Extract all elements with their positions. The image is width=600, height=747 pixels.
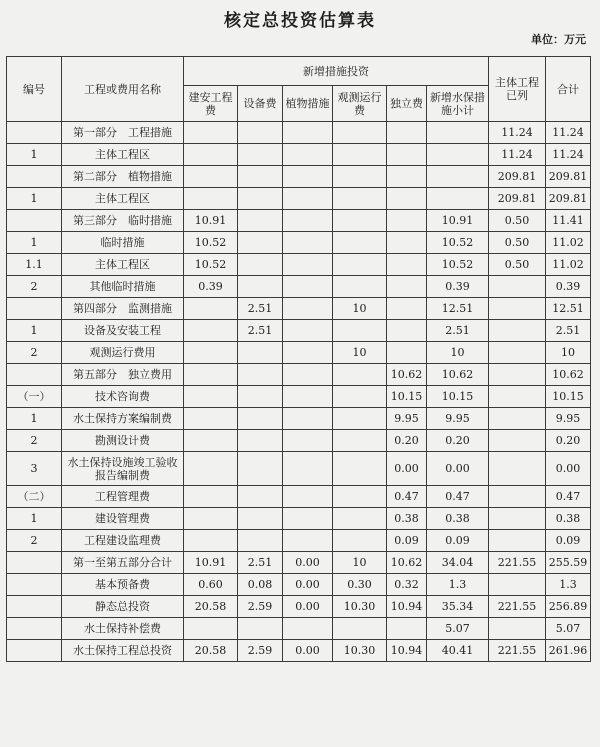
cell-equipment (238, 530, 283, 552)
cell-independent (387, 320, 427, 342)
cell-equipment (238, 210, 283, 232)
cell-monitoring (333, 408, 387, 430)
cell-equipment (238, 144, 283, 166)
cell-monitoring: 10.30 (333, 640, 387, 662)
cell-total: 255.59 (546, 552, 591, 574)
cell-monitoring (333, 486, 387, 508)
cell-construction (184, 320, 238, 342)
cell-construction (184, 364, 238, 386)
cell-equipment (238, 618, 283, 640)
cell-subtotal: 40.41 (427, 640, 489, 662)
cell-independent (387, 232, 427, 254)
cell-construction (184, 188, 238, 210)
cell-plant (283, 342, 333, 364)
cell-plant (283, 320, 333, 342)
header-equipment-cost: 设备费 (238, 86, 283, 122)
cell-construction (184, 430, 238, 452)
cell-main-listed: 0.50 (489, 254, 546, 276)
cell-subtotal: 12.51 (427, 298, 489, 320)
cell-equipment (238, 364, 283, 386)
cell-subtotal (427, 188, 489, 210)
table-row (7, 188, 591, 210)
cell-equipment (238, 188, 283, 210)
table-row (7, 232, 591, 254)
cell-construction: 0.39 (184, 276, 238, 298)
cell-plant: 0.00 (283, 640, 333, 662)
cell-monitoring (333, 254, 387, 276)
table-row (7, 430, 591, 452)
cell-monitoring (333, 508, 387, 530)
cell-monitoring: 10 (333, 342, 387, 364)
cell-name: 静态总投资 (62, 596, 184, 618)
cell-total: 209.81 (546, 166, 591, 188)
cell-independent (387, 276, 427, 298)
cell-independent (387, 188, 427, 210)
cell-no: 1.1 (7, 254, 62, 276)
cell-plant (283, 386, 333, 408)
cell-main-listed: 221.55 (489, 552, 546, 574)
cell-total: 11.02 (546, 254, 591, 276)
header-monitoring-cost: 观测运行费 (333, 86, 387, 122)
cell-subtotal: 0.20 (427, 430, 489, 452)
cell-subtotal: 10 (427, 342, 489, 364)
cell-name: 第一至第五部分合计 (62, 552, 184, 574)
cell-name: 主体工程区 (62, 188, 184, 210)
cell-monitoring: 10 (333, 298, 387, 320)
cell-construction (184, 342, 238, 364)
cell-construction: 10.52 (184, 232, 238, 254)
cell-plant (283, 254, 333, 276)
cell-monitoring (333, 364, 387, 386)
table-body (7, 122, 591, 662)
cell-equipment (238, 508, 283, 530)
table-row (7, 320, 591, 342)
cell-construction (184, 618, 238, 640)
table-row (7, 618, 591, 640)
cell-no (7, 364, 62, 386)
cell-construction: 20.58 (184, 596, 238, 618)
cell-total: 10.62 (546, 364, 591, 386)
cell-subtotal: 10.15 (427, 386, 489, 408)
cell-main-listed (489, 342, 546, 364)
cell-plant (283, 364, 333, 386)
cell-monitoring (333, 188, 387, 210)
table-row (7, 574, 591, 596)
cell-no (7, 596, 62, 618)
cell-construction (184, 166, 238, 188)
cell-monitoring: 10 (333, 552, 387, 574)
header-main-project-listed: 主体工程已列 (489, 57, 546, 122)
cell-total: 11.24 (546, 144, 591, 166)
cell-plant (283, 210, 333, 232)
cell-name: 水土保持工程总投资 (62, 640, 184, 662)
cell-total: 0.09 (546, 530, 591, 552)
cell-subtotal: 2.51 (427, 320, 489, 342)
table-row (7, 298, 591, 320)
cell-construction (184, 508, 238, 530)
table-row (7, 640, 591, 662)
cell-no: 3 (7, 452, 62, 486)
header-total: 合计 (546, 57, 591, 122)
cell-main-listed (489, 386, 546, 408)
cell-no (7, 166, 62, 188)
cell-equipment: 2.59 (238, 640, 283, 662)
cell-monitoring (333, 122, 387, 144)
cell-equipment (238, 122, 283, 144)
header-no: 编号 (7, 57, 62, 122)
cell-no: 2 (7, 430, 62, 452)
table-row (7, 254, 591, 276)
cell-plant (283, 188, 333, 210)
cell-construction: 10.91 (184, 210, 238, 232)
cell-plant (283, 144, 333, 166)
cell-monitoring (333, 232, 387, 254)
cell-construction (184, 408, 238, 430)
cell-name: 工程建设监理费 (62, 530, 184, 552)
cell-total: 0.39 (546, 276, 591, 298)
cell-no (7, 122, 62, 144)
cell-name: 水土保持设施竣工验收报告编制费 (62, 452, 184, 486)
cell-independent: 10.62 (387, 552, 427, 574)
cell-no: 1 (7, 232, 62, 254)
cell-independent (387, 122, 427, 144)
cell-independent: 0.32 (387, 574, 427, 596)
cell-total: 11.24 (546, 122, 591, 144)
cell-independent (387, 166, 427, 188)
cell-main-listed: 11.24 (489, 144, 546, 166)
cell-independent: 10.15 (387, 386, 427, 408)
cell-name: 观测运行费用 (62, 342, 184, 364)
cell-name: 第三部分 临时措施 (62, 210, 184, 232)
cell-independent (387, 342, 427, 364)
header-new-measures-group: 新增措施投资 (184, 57, 489, 86)
cell-equipment: 2.51 (238, 552, 283, 574)
cell-independent: 0.20 (387, 430, 427, 452)
table-row (7, 552, 591, 574)
cell-name: 第二部分 植物措施 (62, 166, 184, 188)
cell-construction (184, 452, 238, 486)
cell-construction (184, 122, 238, 144)
cell-total: 0.20 (546, 430, 591, 452)
cell-subtotal (427, 166, 489, 188)
cell-name: 建设管理费 (62, 508, 184, 530)
cell-subtotal: 1.3 (427, 574, 489, 596)
table-row (7, 530, 591, 552)
cell-independent: 0.09 (387, 530, 427, 552)
cell-equipment (238, 408, 283, 430)
cell-equipment (238, 166, 283, 188)
cell-independent: 10.94 (387, 640, 427, 662)
cell-subtotal: 0.38 (427, 508, 489, 530)
cell-total: 256.89 (546, 596, 591, 618)
cell-construction: 10.52 (184, 254, 238, 276)
cell-equipment: 2.51 (238, 298, 283, 320)
table-row (7, 408, 591, 430)
cell-construction (184, 386, 238, 408)
table-row (7, 210, 591, 232)
header-plant-measures: 植物措施 (283, 86, 333, 122)
cell-subtotal: 0.00 (427, 452, 489, 486)
cell-no (7, 210, 62, 232)
cell-main-listed (489, 408, 546, 430)
cell-plant (283, 618, 333, 640)
cell-subtotal: 34.04 (427, 552, 489, 574)
cell-no (7, 574, 62, 596)
header-independent-cost: 独立费 (387, 86, 427, 122)
cell-name: 其他临时措施 (62, 276, 184, 298)
cell-construction (184, 298, 238, 320)
cell-independent: 0.47 (387, 486, 427, 508)
cell-total: 5.07 (546, 618, 591, 640)
cell-name: 工程管理费 (62, 486, 184, 508)
cell-total: 10 (546, 342, 591, 364)
cell-independent: 0.38 (387, 508, 427, 530)
cell-no: 2 (7, 276, 62, 298)
cell-main-listed (489, 320, 546, 342)
header-subtotal: 新增水保措施小计 (427, 86, 489, 122)
cell-equipment (238, 430, 283, 452)
cell-no: 1 (7, 408, 62, 430)
unit-label: 单位：万元 (531, 33, 586, 46)
cell-no (7, 552, 62, 574)
cell-main-listed (489, 298, 546, 320)
cell-total: 0.38 (546, 508, 591, 530)
cell-monitoring: 0.30 (333, 574, 387, 596)
cell-plant (283, 232, 333, 254)
cell-equipment (238, 386, 283, 408)
table-row (7, 596, 591, 618)
cell-equipment (238, 232, 283, 254)
header-construction-cost: 建安工程费 (184, 86, 238, 122)
cell-subtotal: 10.52 (427, 232, 489, 254)
cell-total: 11.02 (546, 232, 591, 254)
cell-monitoring (333, 276, 387, 298)
cell-equipment (238, 276, 283, 298)
cell-total: 2.51 (546, 320, 591, 342)
cell-plant (283, 430, 333, 452)
cell-plant (283, 530, 333, 552)
cell-subtotal: 10.91 (427, 210, 489, 232)
cell-main-listed: 11.24 (489, 122, 546, 144)
cell-monitoring (333, 166, 387, 188)
cell-main-listed (489, 574, 546, 596)
cell-monitoring: 10.30 (333, 596, 387, 618)
cell-subtotal: 35.34 (427, 596, 489, 618)
table-row (7, 276, 591, 298)
cell-no: （二） (7, 486, 62, 508)
cell-name: 技术咨询费 (62, 386, 184, 408)
cell-plant (283, 166, 333, 188)
cell-total: 209.81 (546, 188, 591, 210)
cell-total: 12.51 (546, 298, 591, 320)
cell-plant (283, 298, 333, 320)
cell-total: 1.3 (546, 574, 591, 596)
cell-monitoring (333, 210, 387, 232)
cell-main-listed (489, 276, 546, 298)
cell-total: 10.15 (546, 386, 591, 408)
cell-monitoring (333, 320, 387, 342)
cell-monitoring (333, 618, 387, 640)
cell-independent: 10.62 (387, 364, 427, 386)
cell-name: 临时措施 (62, 232, 184, 254)
cell-no: 1 (7, 144, 62, 166)
cell-construction: 0.60 (184, 574, 238, 596)
cell-main-listed: 209.81 (489, 188, 546, 210)
cell-name: 主体工程区 (62, 254, 184, 276)
cell-name: 第五部分 独立费用 (62, 364, 184, 386)
cell-independent (387, 298, 427, 320)
cell-total: 0.47 (546, 486, 591, 508)
cell-name: 第四部分 监测措施 (62, 298, 184, 320)
cell-plant (283, 486, 333, 508)
header-name: 工程或费用名称 (62, 57, 184, 122)
cell-plant (283, 452, 333, 486)
cell-main-listed: 0.50 (489, 232, 546, 254)
cell-total: 261.96 (546, 640, 591, 662)
cell-construction (184, 486, 238, 508)
table-row (7, 508, 591, 530)
cell-main-listed: 221.55 (489, 596, 546, 618)
cell-total: 0.00 (546, 452, 591, 486)
cell-no: 1 (7, 320, 62, 342)
cell-name: 水土保持补偿费 (62, 618, 184, 640)
cell-no (7, 298, 62, 320)
cell-subtotal (427, 122, 489, 144)
cell-independent: 9.95 (387, 408, 427, 430)
cell-equipment: 2.59 (238, 596, 283, 618)
cell-monitoring (333, 530, 387, 552)
cell-no: 1 (7, 188, 62, 210)
cell-monitoring (333, 386, 387, 408)
cell-equipment (238, 342, 283, 364)
cell-construction: 20.58 (184, 640, 238, 662)
cell-main-listed (489, 430, 546, 452)
cell-plant (283, 276, 333, 298)
table-row (7, 342, 591, 364)
cell-equipment: 0.08 (238, 574, 283, 596)
cell-independent: 10.94 (387, 596, 427, 618)
cell-subtotal: 10.52 (427, 254, 489, 276)
table-row (7, 386, 591, 408)
cell-plant: 0.00 (283, 596, 333, 618)
cell-main-listed (489, 364, 546, 386)
cell-equipment (238, 254, 283, 276)
cell-total: 11.41 (546, 210, 591, 232)
cell-no (7, 640, 62, 662)
cell-main-listed: 221.55 (489, 640, 546, 662)
cell-no: （一） (7, 386, 62, 408)
cell-monitoring (333, 452, 387, 486)
cell-name: 主体工程区 (62, 144, 184, 166)
cell-subtotal: 0.39 (427, 276, 489, 298)
cell-name: 基本预备费 (62, 574, 184, 596)
cell-main-listed (489, 530, 546, 552)
cell-subtotal: 5.07 (427, 618, 489, 640)
cell-subtotal (427, 144, 489, 166)
cell-main-listed: 209.81 (489, 166, 546, 188)
cell-plant: 0.00 (283, 574, 333, 596)
cell-name: 设备及安装工程 (62, 320, 184, 342)
cell-monitoring (333, 430, 387, 452)
cell-independent: 0.00 (387, 452, 427, 486)
cell-construction: 10.91 (184, 552, 238, 574)
cell-name: 水土保持方案编制费 (62, 408, 184, 430)
cell-equipment (238, 452, 283, 486)
cell-construction (184, 530, 238, 552)
cell-main-listed (489, 618, 546, 640)
cell-name: 勘测设计费 (62, 430, 184, 452)
cell-main-listed: 0.50 (489, 210, 546, 232)
cell-no: 2 (7, 342, 62, 364)
table-row (7, 486, 591, 508)
cell-plant (283, 408, 333, 430)
page-title: 核定总投资估算表 (224, 11, 376, 31)
cell-no: 1 (7, 508, 62, 530)
cell-monitoring (333, 144, 387, 166)
cell-no: 2 (7, 530, 62, 552)
cell-equipment (238, 486, 283, 508)
cell-main-listed (489, 452, 546, 486)
cell-plant (283, 122, 333, 144)
cell-independent (387, 254, 427, 276)
table-row (7, 452, 591, 486)
cell-name: 第一部分 工程措施 (62, 122, 184, 144)
table-row (7, 364, 591, 386)
table-row (7, 122, 591, 144)
cell-subtotal: 9.95 (427, 408, 489, 430)
cell-total: 9.95 (546, 408, 591, 430)
cell-subtotal: 0.09 (427, 530, 489, 552)
table-row (7, 166, 591, 188)
cell-main-listed (489, 486, 546, 508)
cell-independent (387, 210, 427, 232)
investment-estimate-table (6, 56, 591, 662)
cell-subtotal: 10.62 (427, 364, 489, 386)
cell-main-listed (489, 508, 546, 530)
cell-subtotal: 0.47 (427, 486, 489, 508)
cell-independent (387, 618, 427, 640)
table-row (7, 144, 591, 166)
cell-plant: 0.00 (283, 552, 333, 574)
cell-equipment: 2.51 (238, 320, 283, 342)
cell-construction (184, 144, 238, 166)
cell-plant (283, 508, 333, 530)
cell-no (7, 618, 62, 640)
cell-independent (387, 144, 427, 166)
